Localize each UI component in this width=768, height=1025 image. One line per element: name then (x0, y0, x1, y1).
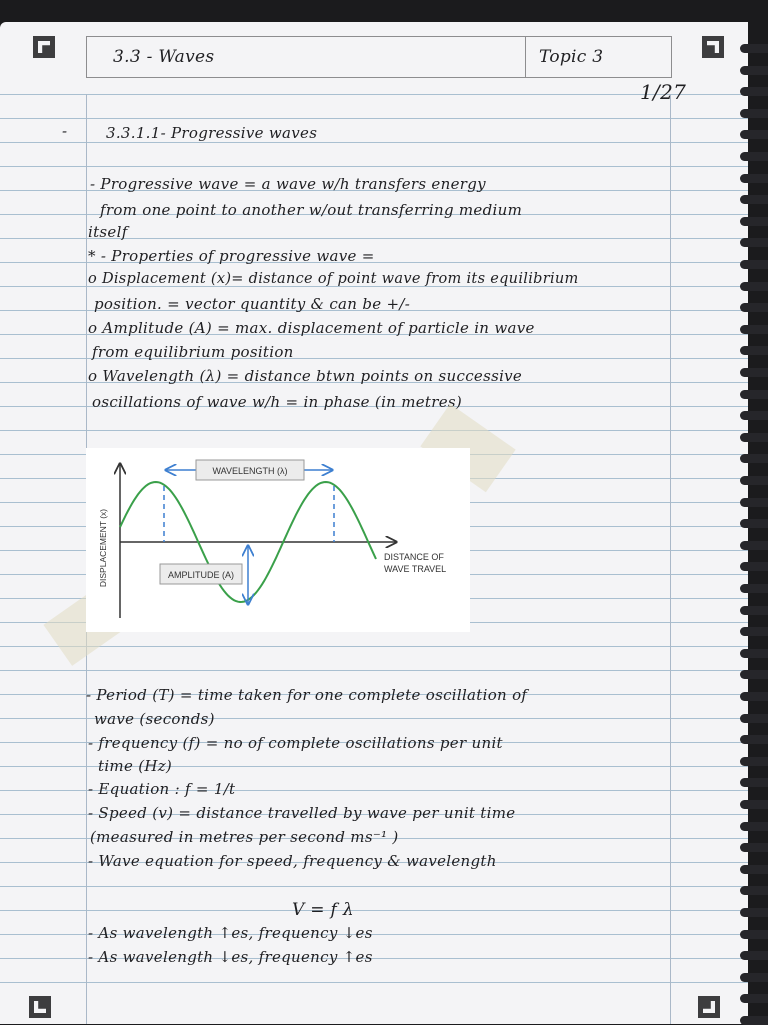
note-line: - Equation : f = 1/t (88, 780, 236, 798)
binding-ring (740, 627, 768, 636)
notebook-page (0, 22, 748, 1024)
note-line: itself (88, 223, 128, 241)
binding-ring (740, 303, 768, 312)
note-line: o Wavelength (λ) = distance btwn points on successive (88, 367, 523, 385)
header-box (86, 36, 672, 78)
note-line: (measured in metres per second ms⁻¹ ) (90, 828, 399, 846)
binding-ring (740, 800, 768, 809)
note-line: - Period (T) = time taken for one complete oscillation of (86, 686, 528, 704)
note-line: time (Hz) (98, 757, 173, 775)
binding-ring (740, 562, 768, 571)
binding-ring (740, 886, 768, 895)
note-line: from equilibrium position (92, 343, 294, 361)
note-line: - frequency (f) = no of complete oscillations per unit (88, 734, 503, 752)
note-line: wave (seconds) (94, 710, 215, 728)
binding-ring (740, 325, 768, 334)
binding-ring (740, 174, 768, 183)
binding-ring (740, 606, 768, 615)
note-line: from one point to another w/out transferring medium (100, 201, 523, 219)
binding-ring (740, 994, 768, 1003)
binding-ring (740, 109, 768, 118)
binding-ring (740, 44, 768, 53)
corner-mark-icon (33, 36, 55, 58)
note-line: - Speed (v) = distance travelled by wave per unit time (88, 804, 516, 822)
note-line: * - Properties of progressive wave = (88, 247, 375, 265)
note-line: o Amplitude (A) = max. displacement of particle in wave (88, 319, 535, 337)
y-axis-label: DISPLACEMENT (x) (98, 508, 108, 588)
section-heading: 3.3.1.1- Progressive waves (106, 124, 318, 142)
page-title: 3.3 - Waves (113, 47, 215, 67)
corner-mark-icon (698, 996, 720, 1018)
binding-ring (740, 735, 768, 744)
section-dash: - (62, 122, 68, 140)
binding-ring (740, 411, 768, 420)
binding-ring (740, 843, 768, 852)
x-axis-label: DISTANCE OF (384, 552, 444, 562)
binding-ring (740, 130, 768, 139)
binding-ring (740, 822, 768, 831)
binding-ring (740, 238, 768, 247)
note-line: oscillations of wave w/h = in phase (in metres) (92, 393, 463, 411)
corner-mark-icon (29, 996, 51, 1018)
binding-ring (740, 541, 768, 550)
corner-mark-icon (702, 36, 724, 58)
binding-ring (740, 390, 768, 399)
binding-ring (740, 714, 768, 723)
binding-ring (740, 865, 768, 874)
binding-ring (740, 87, 768, 96)
amplitude-label: AMPLITUDE (A) (167, 570, 235, 580)
binding-ring (740, 454, 768, 463)
binding-ring (740, 778, 768, 787)
topic-label: Topic 3 (539, 47, 604, 67)
binding-ring (740, 692, 768, 701)
note-line: - As wavelength ↓es, frequency ↑es (88, 948, 373, 966)
wave-diagram (86, 448, 470, 632)
binding-ring (740, 195, 768, 204)
binding-ring (740, 670, 768, 679)
binding-ring (740, 152, 768, 161)
wave-diagram-svg (86, 448, 470, 632)
binding-ring (740, 649, 768, 658)
wave-equation: V = f λ (292, 900, 354, 920)
binding-ring (740, 346, 768, 355)
binding-ring (740, 282, 768, 291)
binding-ring (740, 66, 768, 75)
x-axis-label: WAVE TRAVEL (384, 564, 447, 574)
note-line: - Wave equation for speed, frequency & wavelength (88, 852, 497, 870)
note-line: - Progressive wave = a wave w/h transfers energy (90, 175, 486, 193)
wavelength-label: WAVELENGTH (λ) (212, 466, 288, 476)
binding-ring (740, 433, 768, 442)
binding-ring (740, 973, 768, 982)
binding-ring (740, 930, 768, 939)
binding-ring (740, 260, 768, 269)
binding-ring (740, 217, 768, 226)
binding-ring (740, 498, 768, 507)
binding-ring (740, 757, 768, 766)
binding-ring (740, 476, 768, 485)
note-line: position. = vector quantity & can be +/- (94, 295, 411, 313)
binding-ring (740, 368, 768, 377)
binding-ring (740, 908, 768, 917)
note-line: o Displacement (x)= distance of point wave from its equilibrium (88, 271, 579, 287)
binding-ring (740, 951, 768, 960)
note-line: - As wavelength ↑es, frequency ↓es (88, 924, 373, 942)
binding-ring (740, 519, 768, 528)
page-number: 1/27 (640, 80, 687, 104)
right-margin-line (670, 94, 671, 1024)
binding-ring (740, 584, 768, 593)
